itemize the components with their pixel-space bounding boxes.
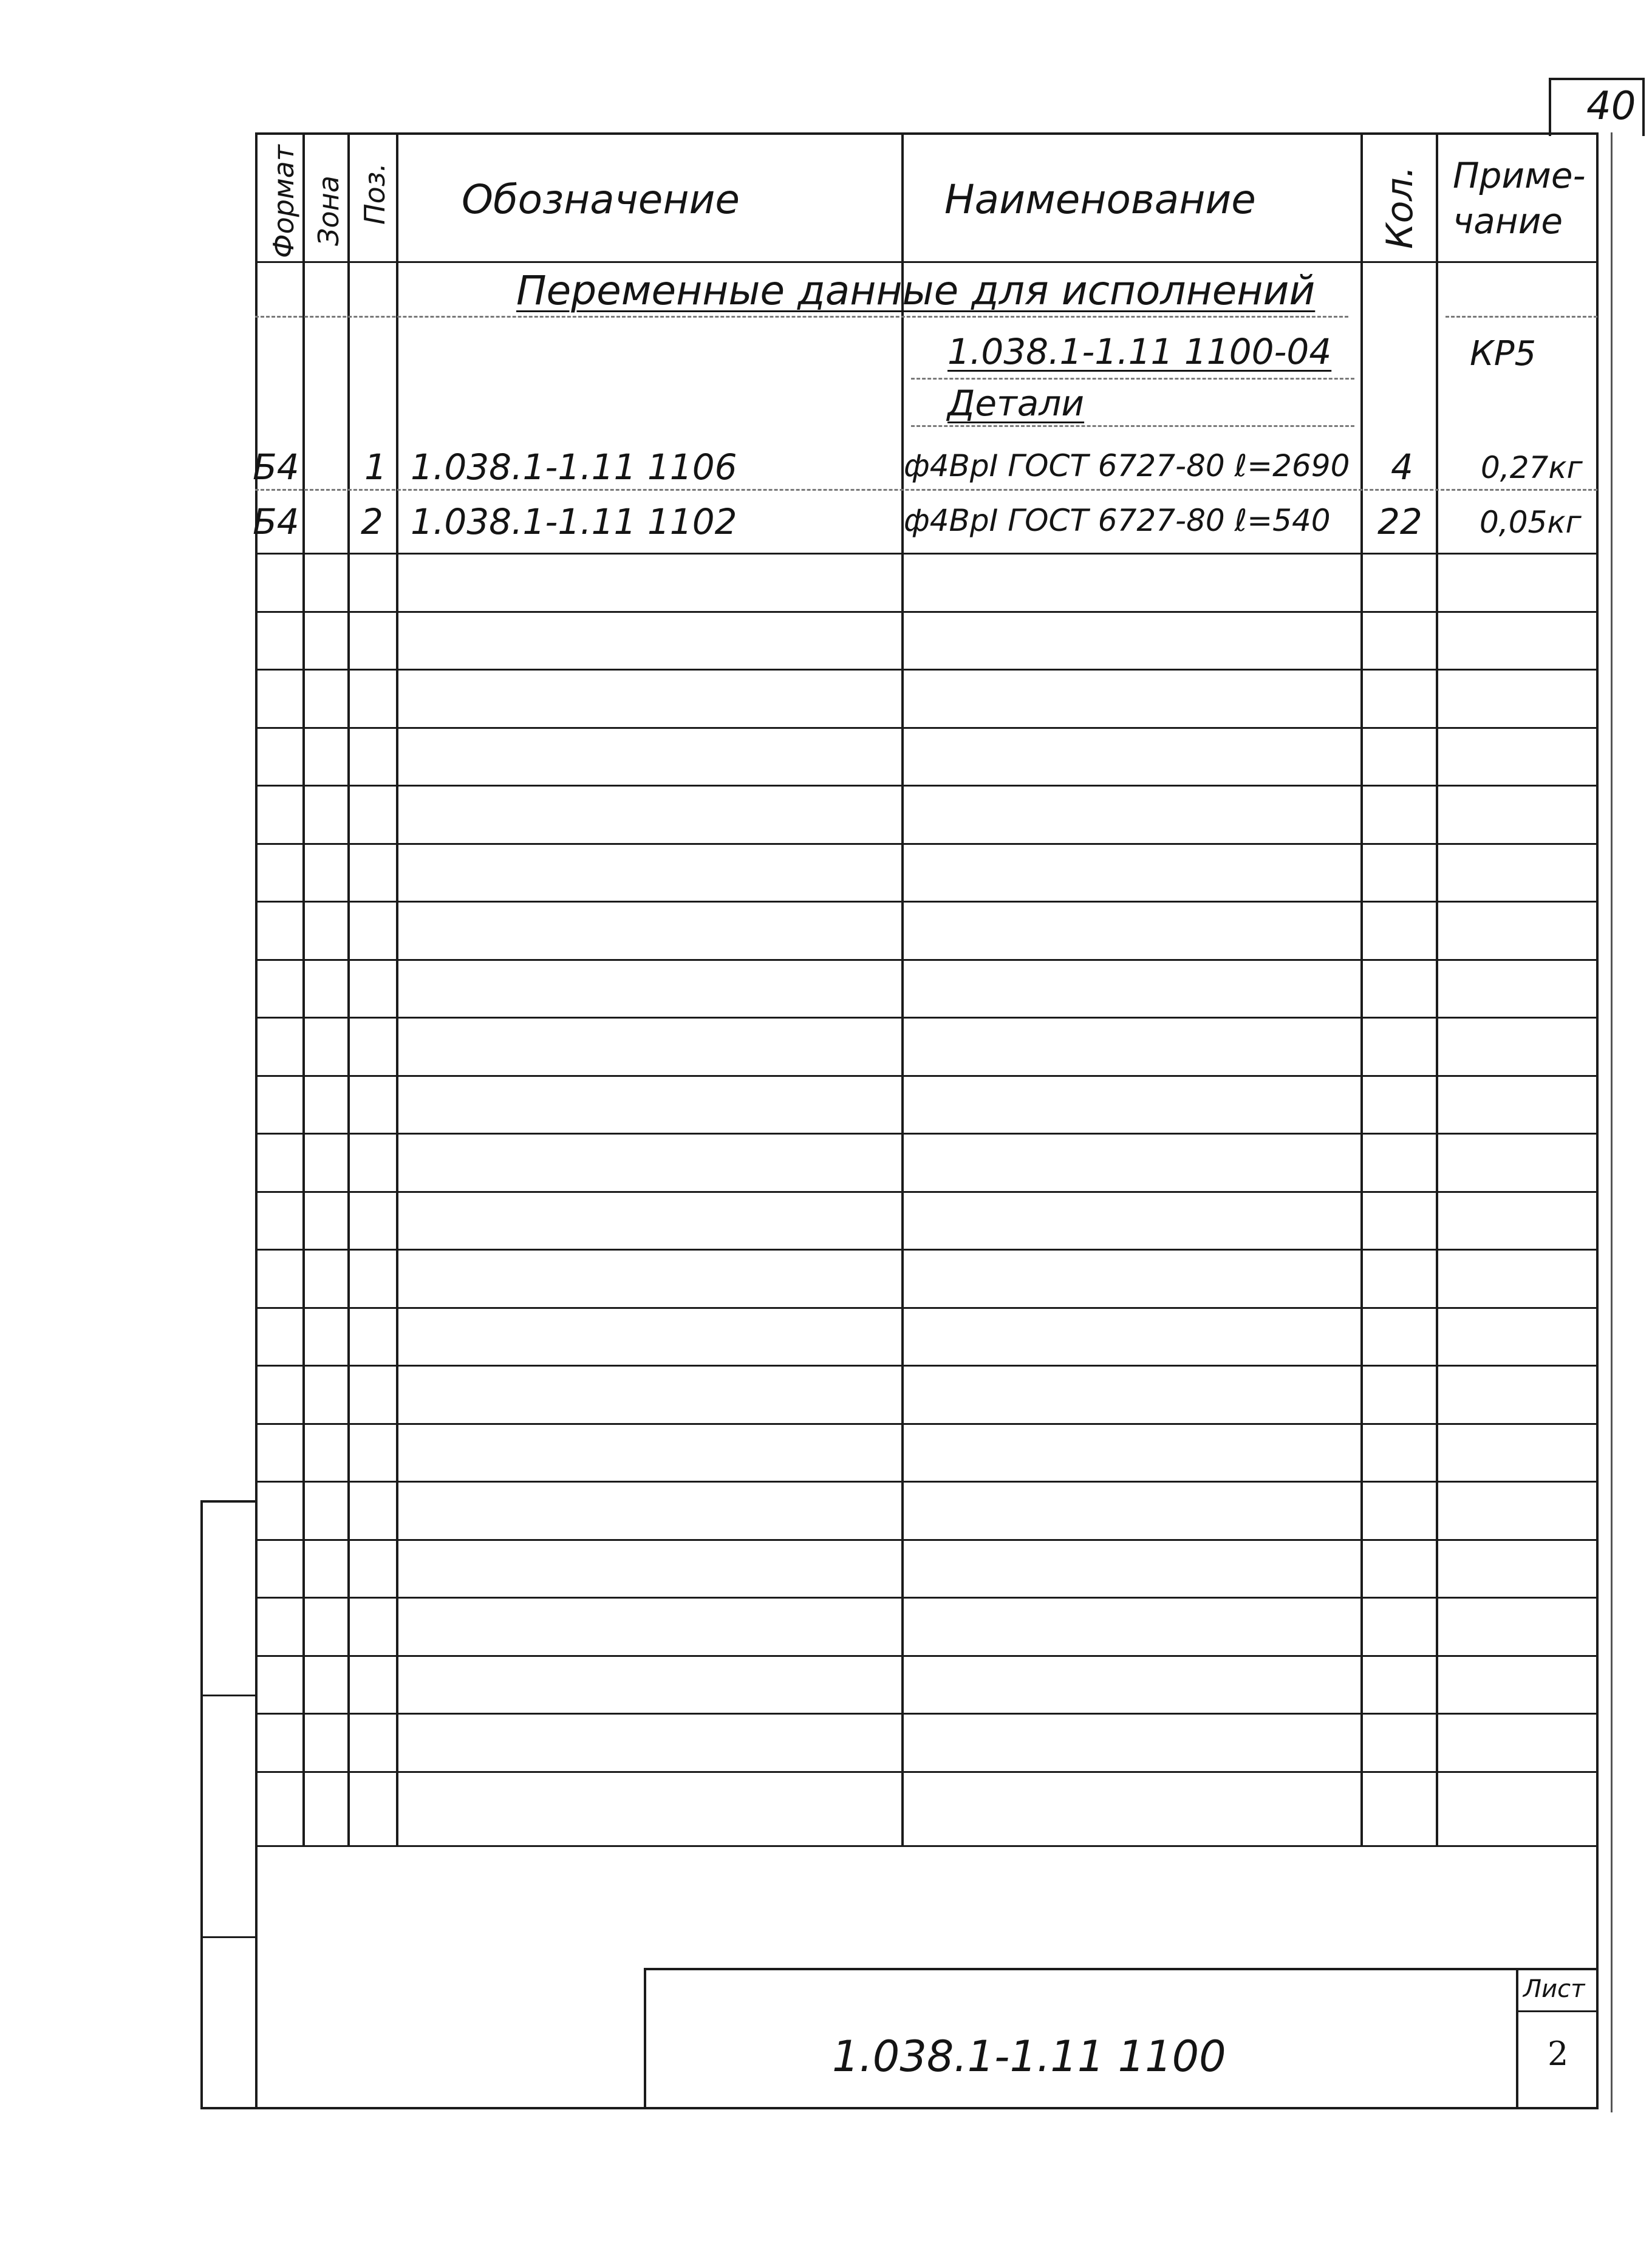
header-zone: Зона [312, 176, 345, 246]
col-line-pos [396, 132, 398, 1845]
row-2-name: ф4ВрI ГОСТ 6727-80 ℓ=540 [904, 503, 1331, 538]
table-row-line [255, 1365, 1599, 1367]
table-row-line [255, 901, 1599, 903]
table-row-line [255, 1539, 1599, 1541]
table-row-line [255, 1597, 1599, 1599]
table-row-line [255, 843, 1599, 845]
col-line-qty [1436, 132, 1438, 1845]
frame-edge-line [1611, 132, 1613, 2112]
variant-note: КР5 [1470, 334, 1537, 374]
table-row-line [255, 727, 1599, 729]
row-1-designation: 1.038.1-1.11 1106 [411, 446, 737, 488]
row-2-note: 0,05кг [1480, 505, 1582, 540]
sheet-label: Лист [1523, 1975, 1585, 2003]
table-row-line [255, 553, 1599, 555]
table-row-line [255, 1423, 1599, 1425]
header-name: Наименование [944, 176, 1256, 223]
sheet-number: 40 [1586, 84, 1636, 129]
row-1-name: ф4ВрI ГОСТ 6727-80 ℓ=2690 [904, 448, 1350, 483]
row-2-format: Б4 [253, 501, 299, 542]
table-bottom-line [255, 1845, 1599, 1847]
table-row-line [255, 1307, 1599, 1309]
row-1-qty: 4 [1391, 446, 1413, 488]
row-2-designation: 1.038.1-1.11 1102 [411, 501, 737, 542]
table-row-line [255, 669, 1599, 671]
table-row-line [255, 1133, 1599, 1135]
header-note-line1: Приме- [1453, 155, 1586, 196]
row-1-note: 0,27кг [1481, 450, 1583, 485]
document-code: 1.038.1-1.11 1100 [832, 2032, 1226, 2081]
col-line-designation [901, 132, 904, 1845]
col-line-format [302, 132, 305, 1845]
table-row-line [255, 1249, 1599, 1251]
title-block-divider [1516, 1968, 1518, 2109]
section-title: Переменные данные для исполнений [516, 267, 1316, 314]
binding-divider-1 [200, 1695, 256, 1696]
document-frame [255, 132, 1599, 2109]
binding-strip [200, 1500, 256, 2109]
col-line-name [1360, 132, 1363, 1845]
dash-row-2 [911, 378, 1354, 380]
table-row-line [255, 1017, 1599, 1019]
table-row-line [255, 1481, 1599, 1483]
header-qty: Кол. [1379, 166, 1421, 249]
table-row-line [255, 1075, 1599, 1077]
header-divider [255, 261, 1599, 263]
header-note-line2: чание [1453, 200, 1563, 242]
dash-row-1 [255, 316, 1348, 318]
table-row-line [255, 1655, 1599, 1657]
table-row-line [255, 1713, 1599, 1715]
row-1-pos: 1 [364, 446, 387, 488]
row-2-qty: 22 [1377, 501, 1422, 542]
subsection-title: Детали [947, 383, 1085, 424]
row-2-pos: 2 [361, 501, 383, 542]
header-format: Формат [267, 145, 300, 258]
dash-row-3b [255, 489, 1597, 491]
col-line-zone [347, 132, 350, 1845]
title-block-sheet-divider [1516, 2010, 1599, 2012]
sheet-value: 2 [1548, 2035, 1569, 2073]
row-1-format: Б4 [253, 446, 299, 488]
dash-row-1b [1445, 316, 1597, 318]
header-pos: Поз. [358, 163, 391, 225]
table-row-line [255, 785, 1599, 787]
table-row-line [255, 1191, 1599, 1193]
dash-row-3 [911, 425, 1354, 427]
table-row-line [255, 959, 1599, 961]
header-designation: Обозначение [462, 176, 740, 223]
binding-divider-2 [200, 1936, 256, 1938]
variant-code: 1.038.1-1.11 1100-04 [947, 331, 1332, 372]
table-row-line [255, 611, 1599, 613]
table-row-line [255, 1771, 1599, 1773]
